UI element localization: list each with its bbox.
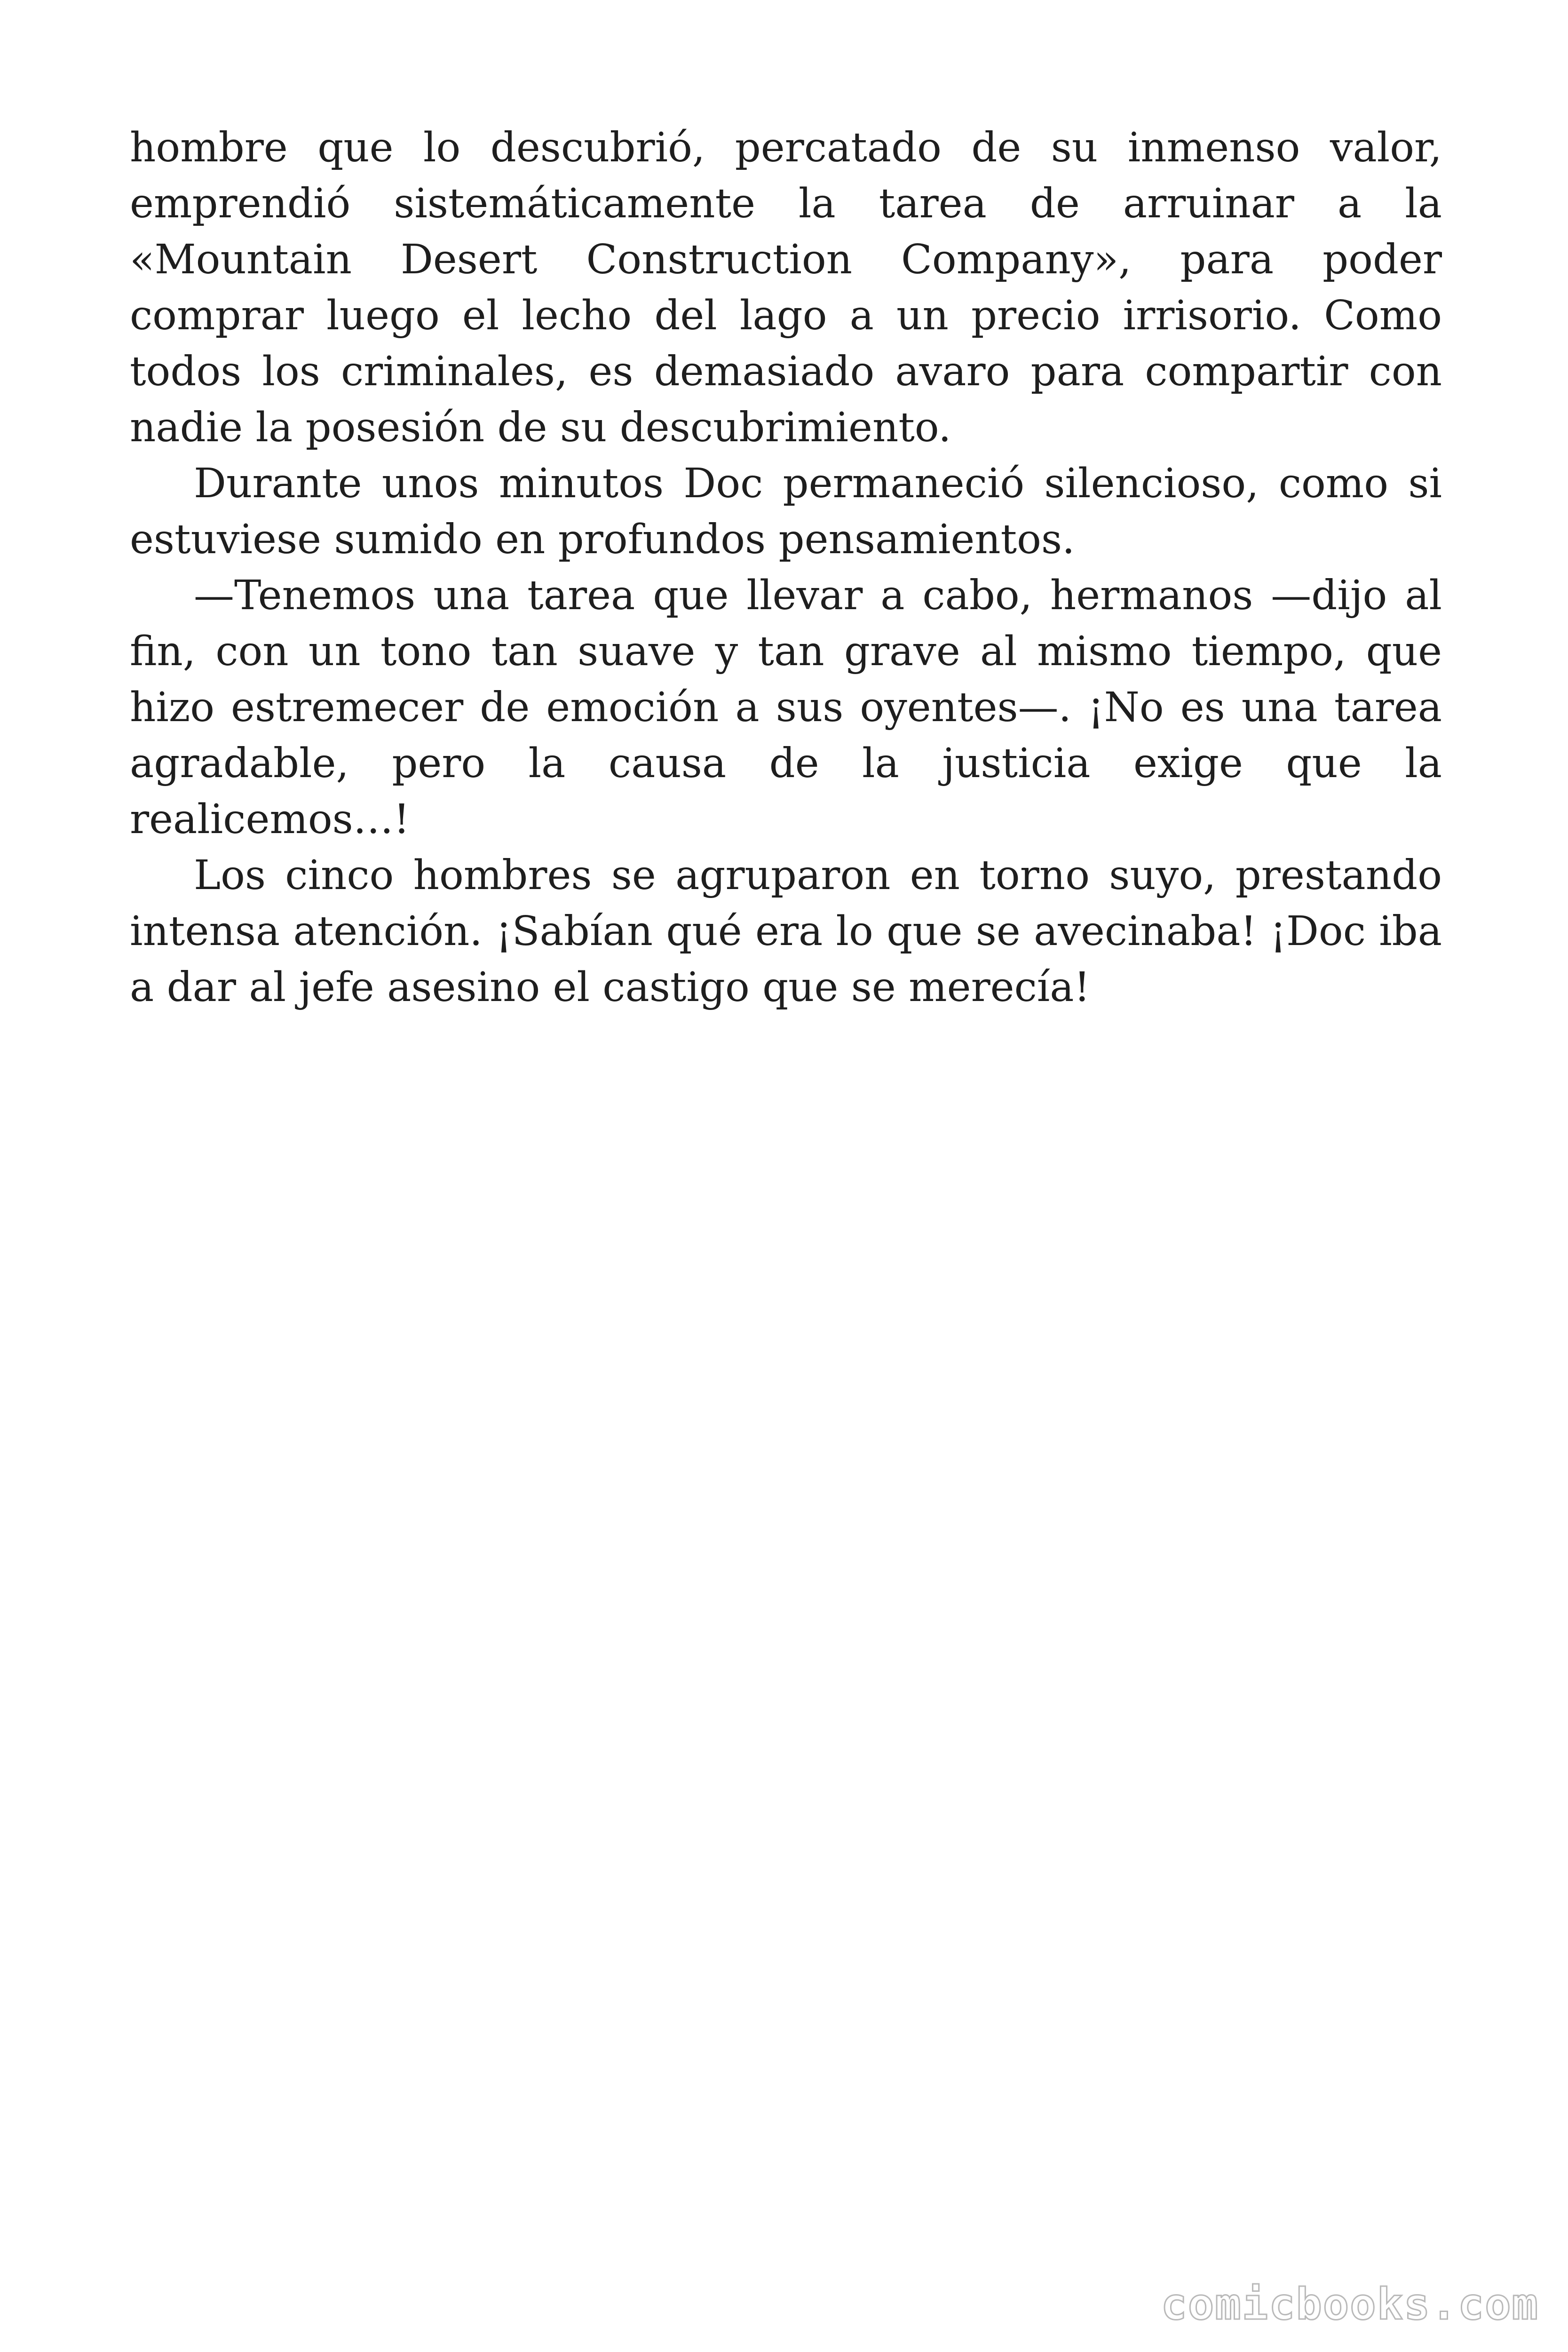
body-text xyxy=(130,120,1442,1016)
paragraph-dialogue: —Tenemos una tarea que llevar a cabo, hermanos —dijo al fin, con un tono tan suave y tan grave al mismo tiempo, que hizo estremecer de emoción a sus oyentes—. ¡No es una tarea agradable, pero la causa de la justicia exige que la realicemos…! xyxy=(130,572,1442,843)
paragraph-five-men: Los cinco hombres se agruparon en torno suyo, prestando intensa atención. ¡Sabían qué era lo que se avecinaba! ¡Doc iba a dar al jefe asesino el castigo que se merecía! xyxy=(130,852,1442,1011)
watermark-logo: comicbooks.com xyxy=(1161,2279,1539,2329)
paragraph-doc-silence: Durante unos minutos Doc permaneció silencioso, como si estuviese sumido en profundos pensamientos. xyxy=(130,460,1442,563)
paragraph-continued: hombre que lo descubrió, percatado de su inmenso valor, emprendió sistemáticamente la tarea de arruinar a la «Mountain Desert Construction Company», para poder comprar luego el lecho del lago a un precio irrisorio. Como todos los criminales, es demasiado avaro para compartir con nadie la posesión de su descubrimiento. xyxy=(130,124,1442,451)
